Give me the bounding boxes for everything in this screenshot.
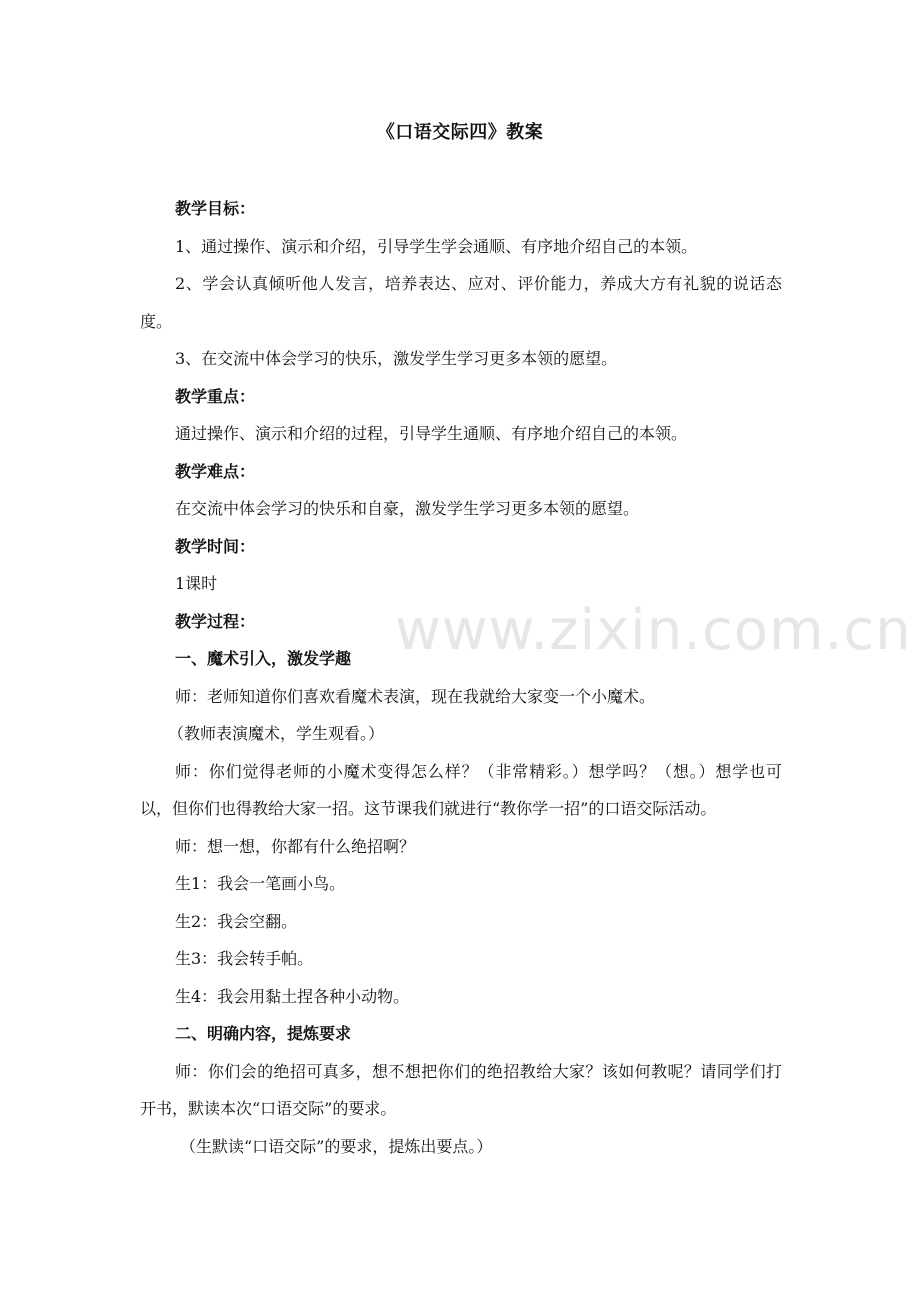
objective-2: 2、学会认真倾听他人发言，培养表达、应对、评价能力，养成大方有礼貌的说话态度。: [140, 274, 782, 331]
document-body: [140, 190, 782, 1165]
heading-process: 教学过程：: [175, 611, 256, 631]
document-title: 《口语交际四》教案: [376, 122, 544, 143]
objective-3: 3、在交流中体会学习的快乐，激发学生学习更多本领的愿望。: [175, 349, 618, 368]
stage-direction: （生默读“口语交际”的要求，提炼出要点。）: [180, 1136, 493, 1156]
key-points-text: 通过操作、演示和介绍的过程，引导学生通顺、有序地介绍自己的本领。: [175, 424, 688, 443]
heading-time: 教学时间：: [175, 536, 256, 556]
heading-key-points: 教学重点：: [175, 386, 256, 406]
difficulties-text: 在交流中体会学习的快乐和自豪，激发学生学习更多本领的愿望。: [175, 499, 640, 518]
section-2-heading: 二、明确内容，提炼要求: [175, 1024, 352, 1043]
dialogue-line: 生1：我会一笔画小鸟。: [175, 874, 346, 893]
section-1-heading: 一、魔术引入，激发学趣: [175, 649, 352, 668]
dialogue-line: 师：你们会的绝招可真多，想不想把你们的绝招教给大家？该如何教呢？请同学们打开书，默读本次“口语交际”的要求。: [140, 1061, 782, 1118]
objective-1: 1、通过操作、演示和介绍，引导学生学会通顺、有序地介绍自己的本领。: [175, 236, 698, 256]
dialogue-line: 生4：我会用黏土捏各种小动物。: [175, 986, 410, 1006]
watermark: www.zixin.com.cn: [395, 598, 912, 663]
heading-objectives: 教学目标：: [175, 199, 256, 218]
time-text: 1课时: [175, 574, 218, 593]
dialogue-line: 师：想一想，你都有什么绝招啊？: [175, 836, 416, 856]
dialogue-line: 生3：我会转手帕。: [175, 949, 314, 968]
dialogue-line: 生2：我会空翻。: [175, 911, 298, 931]
heading-difficulties: 教学难点：: [175, 461, 256, 481]
dialogue-line: 师：你们觉得老师的小魔术变得怎么样？（非常精彩。）想学吗？（想。）想学也可以，但你们也得教给大家一招。这节课我们就进行“教你学一招”的口语交际活动。: [140, 761, 782, 818]
dialogue-line: 师：老师知道你们喜欢看魔术表演，现在我就给大家变一个小魔术。: [175, 686, 656, 706]
stage-direction: （教师表演魔术，学生观看。）: [168, 724, 385, 743]
